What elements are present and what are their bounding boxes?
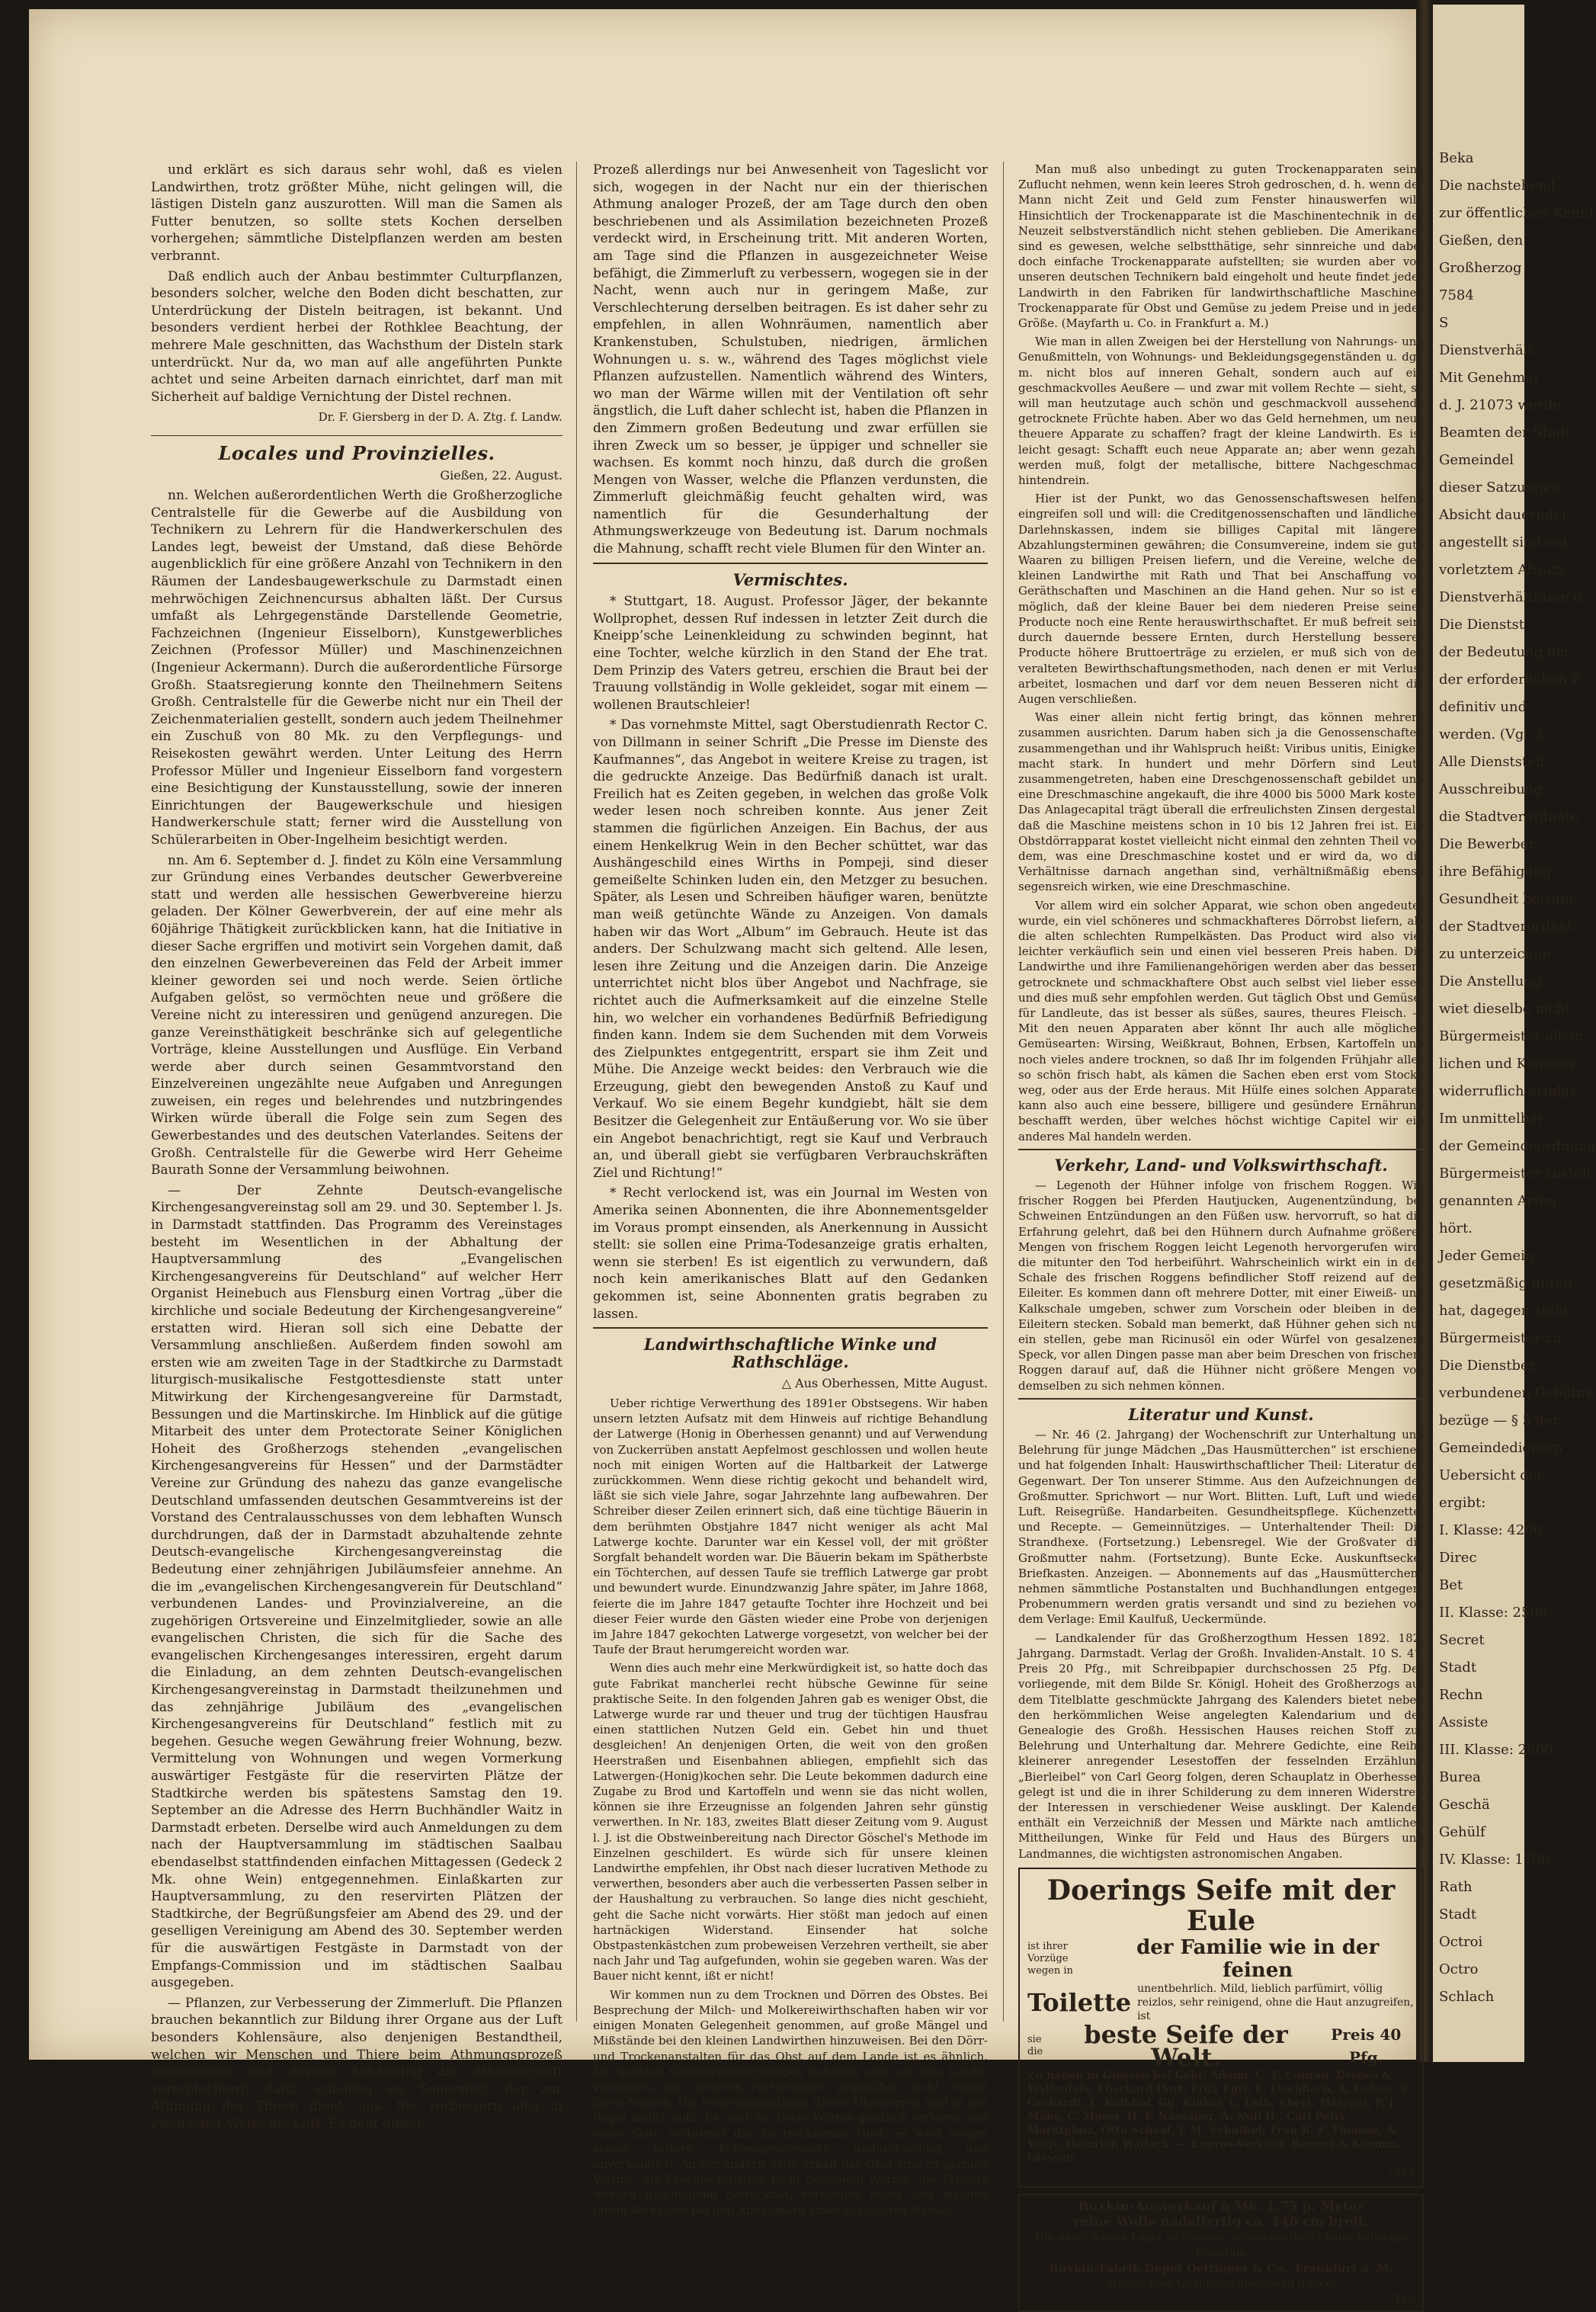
paragraph: und erklärt es sich daraus sehr wohl, daß es vielen Landwirthen, trotz größter Mühe, nicht gelingen will, die lästigen Disteln ganz auszurotten. Will man die Samen als Futter benutzen, so sollte stets Kochen derselben vorhergehen; sämmtliche Distelpflanzen werden am besten verbrannt. bbox=[151, 162, 562, 264]
paragraph: — Pflanzen, zur Verbesserung der Zimmerluft. Die Pflanzen brauchen bekanntlich zur Bildung ihrer Organe aus der Luft besonders Kohlensäure, also denjenigen Bestandtheil, welchen wir Menschen und Thiere beim Athmungsprozeß ausscheiden und dessen Anhäufung die Athmungsluft verschlechtert; dafür scheiden sie Sauerstoff, der zur Athmung der Thiere dient, aus. Sie verbessern also in zweifacher Weise die Luft. Es geht dieser bbox=[151, 1995, 562, 2131]
adjacent-page-line: der Gemeindeordnung bbox=[1439, 1138, 1596, 1154]
adjacent-page-line: Die Anstellung bbox=[1439, 973, 1542, 989]
column-1 bbox=[151, 162, 562, 2131]
adjacent-page-line: Im unmittelbar bbox=[1439, 1111, 1544, 1127]
ad-number: 7485 bbox=[1387, 2166, 1415, 2179]
adjacent-page-line: Großherzog bbox=[1439, 260, 1522, 276]
verkehr-articles bbox=[1018, 1178, 1424, 1393]
adjacent-page-line: Gemeindedienern bbox=[1439, 1440, 1563, 1456]
ad-die: sie die bbox=[1027, 2033, 1043, 2057]
paragraph: * Das vornehmste Mittel, sagt Oberstudienrath Rector C. von Dillmann in seiner Schrift „Die Presse im Dienste des Kaufmannes“, das Angebot in weitere Kreise zu tragen, ist die gedruckte Anzeige. Das Bedürfniß danach ist uralt. Freilich hat es Zeiten gegeben, in welchen das große Volk weder lesen noch schreiben konnte. Aus jener Zeit stammen die figürlichen Anzeigen. Ein Bachus, der aus einem Henkelkrug Wein in den Becher schüttet, war das Aushängeschild eines Wirths in Pompeji, sind dieser gemeißelte Schinken luden ein, den Metzger zu besuchen. Später, als Lesen und Schreiben häufiger waren, benützte man weiß getünchte Wände zu Anzeigen. Von damals haben wir das Wort „Album“ im Gebrauch. Heute ist das anders. Der Schulzwang macht sich geltend. Alle lesen, lesen ihre Zeitung und die Anzeigen darin. Die Anzeige unterrichtet nicht blos über Angebot und Nachfrage, sie richtet auch die Aufmerksamkeit auf die einzelne Stelle hin, wo welcher ein vorhandenes Bedürfniß Befriedigung finden kann. Indem sie dem Suchenden mit dem Vorweis des Zielpunktes entgegentritt, erspart sie ihm Zeit und Mühe. Die Anzeige weckt beides: den Verbrauch wie die Erzeugung, giebt den bewegenden Anstoß zu Kauf und Verkauf. Wo sie einem Begehr kundgiebt, hält sie dem Besitzer die Gelegenheit zur Entäußerung vor. Wo sie über ein Angebot benachrichtigt, regt sie Kauf und Verbrauch an, und überall giebt sie verfügbaren Verbrauchskräften Ziel und Richtung!“ bbox=[593, 717, 988, 1181]
adjacent-page-line: lichen und Kammer bbox=[1439, 1056, 1576, 1072]
adjacent-page-line: Die nachstehend bbox=[1439, 178, 1556, 194]
adjacent-page-line: Absicht dauernder bbox=[1439, 507, 1569, 523]
paragraph: * Recht verlockend ist, was ein Journal im Westen von Amerika seinen Abonnenten, die ihre Abonnementsgelder im Voraus prompt einsenden, als Anerkennung in Aussicht stellt: sie sollen eine Prima-Todesanzeige gratis erhalten, wenn sie sterben! Es ist eigentlich zu verwundern, daß noch kein amerikanisches Blatt auf den Gedanken gekommen ist, seine Abonnenten gratis begraben zu lassen. bbox=[593, 1185, 988, 1322]
adjacent-page-line: ihre Befähigung, bbox=[1439, 864, 1556, 880]
adjacent-page-line: Dienstverhält bbox=[1439, 342, 1534, 358]
adjacent-page-line: Burea bbox=[1439, 1769, 1481, 1785]
section-rule bbox=[151, 435, 562, 436]
adjacent-page-line: bezüge — § 5 der bbox=[1439, 1413, 1559, 1429]
adjacent-page-line: zur öffentlichen Kennt bbox=[1439, 205, 1594, 221]
adjacent-page-line: Rechn bbox=[1439, 1687, 1483, 1703]
paragraph: Wenn dies auch mehr eine Merkwürdigkeit ist, so hatte doch das gute Fabrikat mancherlei recht hübsche Gewinne für seine praktische Seite. In den folgenden Jahren gab es weniger Obst, die Latwerge wurde rar und theuer und trug der tüchtigen Hausfrau einen stattlichen Nutzen Geld ein. Gebet hin und thuet desgleichen! An denjenigen Orten, die weit von den großen Heerstraßen und Eisenbahnen abliegen, empfiehlt sich das Latwergen-(Honig)kochen sehr. Die Leute bekommen dadurch eine Zugabe zu Brod und Kartoffeln und wenn sie das nicht wollen, können sie ihre Erzeugnisse an folgenden Jahren sehr günstig verwerthen. In Nr. 183, zweites Blatt dieser Zeitung vom 9. August l. J. ist die Obstweinbereitung nach Director Göschel's Methode im Einzelnen geschildert. Es würde sich für unsere kleinen Landwirthe empfehlen, ihr Obst nach dieser lucrativen Methode zu verwerthen, besonders aber auch die verbesserten Passen selber in der Haushaltung zu verbrauchen. So lange dies nicht geschieht, geht die Sache nicht vorwärts. Hier stößt man jedoch auf einen hartnäckigen Widerstand. Einsender hat solche Obstpastenkästchen zum probeweisen Verzehren vertheilt, sie aber nach Jahr und Tag aufgefunden, wohin sie gegeben waren. Was der Bauer nicht kennt, ißt er nicht! bbox=[593, 1661, 988, 1983]
section-rule bbox=[1018, 1398, 1424, 1400]
ad-toilette: Toilette bbox=[1027, 1987, 1132, 2017]
section-rule bbox=[593, 563, 988, 564]
adjacent-page-line: gesetzmäßig durch bbox=[1439, 1275, 1572, 1291]
adjacent-page-line: zu unterzeichne bbox=[1439, 946, 1551, 962]
adjacent-page-line: Octro bbox=[1439, 1961, 1479, 1977]
adjacent-page-line: Bürgermeister zu bbox=[1439, 1330, 1562, 1346]
newspaper-page bbox=[29, 9, 1424, 2306]
paragraph: Wir kommen nun zu dem Trocknen und Dörren des Obstes. Bei Besprechung der Milch- und Molkereiwirthschaften haben wir vor einigen Monaten Gelegenheit genommen, auf große Mängel und Mißstände bei den kleinen Landwirthen hinzuweisen. Bei den Dörr- und Trockenanstalten für das Obst auf dem Lande ist es ähnlich. Die meisten Obstdörreinrichtungen befinden sich auf dem Lande, verdienen, den neueren Fortschritten gegenüber, nicht einmal ihren Namen. Die Feuerungsanlagen dieser Obstdörren sind in der Regel nichts nutz. Es geht die beste Wärme gänzlich verloren; auf einer Seite verbrennt das zu trocknende Obst, es wird wegen seines bittern Kohlengeschmacks undurchsichtig und unverkäuflich. An der andern Seite erhält das Obst eine zu geringe Wärme, die Früchte erhalten nicht genügend Wärme, die Früchte werden ungenügend getrocknet, verderben leicht und machen ihrem Verkäufer bei den Abnehmern einen schlechten Namen. bbox=[593, 1987, 988, 2217]
section-rule bbox=[1018, 1149, 1424, 1150]
ad-toilette-note: unentbehrlich. Mild, lieblich parfümirt, völlig reizlos, sehr reinigend, ohne die Haut anzugreifen, ist bbox=[1137, 1982, 1414, 2022]
adjacent-page-line: Assiste bbox=[1439, 1714, 1489, 1730]
adjacent-page-line: Uebersicht der bbox=[1439, 1467, 1544, 1483]
paragraph: nn. Am 6. September d. J. findet zu Köln eine Versammlung zur Gründung eines Verbandes deutscher Gewerbvereine statt und werden alle hessischen Gewerbvereine hierzu geladen. Der Kölner Gewerbverein, der auf eine mehr als 60jährige Thätigkeit zurückblicken kann, hat die Initiative in dieser Sache ergriffen und motivirt sein Vorgehen damit, daß den einzelnen Gewerbevereinen das Feld der Arbeit immer kleiner geworden sei und noch werde. Seien örtliche Aufgaben gelöst, so vermöchten neue und größere die Vereine nicht zu interessiren und genügend anzuregen. Die ganze Vereinsthätigkeit beschränke sich auf gelegentliche Vorträge, kleine Ausstellungen und Ausflüge. Ein Verband werde aber durch seinen Gesammtvorstand den Einzelvereinen ungezählte neue Aufgaben und Anregungen zuweisen, ein reges und belehrendes und nutzbringendes Wirken würde überall die Folge sein zum Segen des Gewerbestandes und des deutschen Vaterlandes. Seitens der Großh. Centralstelle für die Gewerbe wird Herr Geheime Baurath Sonne der Versammlung beiwohnen. bbox=[151, 852, 562, 1178]
plants-article-continued bbox=[593, 162, 988, 558]
adjacent-page-line: hat, dagegen steht bbox=[1439, 1303, 1569, 1319]
ad2-line-1: Buxkin-Ausverkauf à Mk. 1.75 p. Meter bbox=[1078, 2198, 1364, 2214]
paragraph: Was einer allein nicht fertig bringt, das können mehrere zusammen ausrichten. Darum haben sich ja die Genossenschaften zusammengethan und ihr Wahlspruch heißt: Viribus unitis, Einigkeit macht stark. In hundert und mehr Dörfern sind Leute zusammengetreten, haben eine Dreschgenossenschaft gebildet und eine Dreschmaschine angekauft, die ihre 4000 bis 5000 Mark kostet. Das Anlagecapital trägt überall die erfreulichsten Zinsen dergestalt, daß die Maschine meistens schon in 10 bis 12 Jahren frei ist. Ein Obstdörrapparat kostet vielleicht nicht einmal den zehnten Theil von dem, was eine Dreschmaschine kostet und er wird da, wo die Verhältnisse darnach angethan sind, verhältnißmäßig ebenso segensreich wirken, wie eine Dreschmaschine. bbox=[1018, 710, 1424, 894]
paragraph: — Landkalender für das Großherzogthum Hessen 1892. 182. Jahrgang. Darmstadt. Verlag der Großh. Invaliden-Anstalt. 10 S. 4°. Preis 20 Pfg., mit Schreibpapier durchschossen 25 Pfg. Der vorliegende, mit dem Bilde Sr. Königl. Hoheit des Großherzogs auf dem Titelblatte geschmückte Jahrgang des Kalenders bietet neben den herkömmlichen Weise angelegten Kalendarium und der Genealogie des Großh. Hessischen Hauses reichen Stoff zur Belehrung und Unterhaltung dar. Mehrere Gedichte, eine Reihe kleinerer anregender Lesestoffen der fesselnden Erzählung „Bierleibel“ von Carl Georg folgen, deren Schauplatz in Oberhessen gelegt ist und die in ihrer Schilderung zu dem inneren Widerstreit der Interessen in verschiedener Weise ausklingt. Der Kalender enthält ein Verzeichniß der Messen und Märkte nach amtlichen Mittheilungen, Winke für Feld und Haus des Bürgers und Landmannes, die wichtigsten astronomischen Angaben. bbox=[1018, 1631, 1424, 1861]
paragraph: Prozeß allerdings nur bei Anwesenheit von Tageslicht vor sich, wogegen in der Nacht nur ein der thierischen Athmung analoger Prozeß, der am Tage durch den oben beschriebenen und als Assimilation bezeichneten Prozeß verdeckt wird, in Erscheinung tritt. Mit anderen Worten, am Tage sind die Pflanzen in ausgezeichneter Weise befähigt, die Zimmerluft zu verbessern, wogegen sie in der Nacht, wenn auch nur in geringem Maße, zur Verschlechterung derselben beitragen. Es ist daher sehr zu empfehlen, in allen Wohnräumen, namentlich aber Krankenstuben, Schulstuben, niedrigen, ärmlichen Wohnungen u. s. w., während des Tages möglichst viele Pflanzen aufzustellen. Namentlich während des Winters, wo man der Wärme willen mit der Ventilation oft sehr ängstlich, die Luft daher schlecht ist, haben die Pflanzen in den Zimmern großen Bedeutung und zwar erfüllen sie ihren Zweck um so besser, je üppiger und schneller sie wachsen. Es kommt noch hinzu, daß durch die großen Mengen von Wasser, welche die Pflanzen verdunsten, die Zimmerluft gleichmäßig feucht gehalten wird, was namentlich für die Gesunderhaltung der Athmungswerkzeuge von Bedeutung ist. Darum nochmals die Mahnung, schafft recht viele Blumen für den Winter an. bbox=[593, 162, 988, 557]
paragraph: — Der Zehnte Deutsch-evangelische Kirchengesangvereinstag soll am 29. und 30. September l. Js. in Darmstadt stattfinden. Das Programm des Vereinstages besteht im Wesentlichen in der Abhaltung der Hauptversammlung des „Evangelischen Kirchengesangvereins für Deutschland“ auf welcher Herr Organist Heinebuch aus Flensburg einen Vortrag „über die kirchliche und sociale Bedeutung der Kirchengesangvereine“ erstatten wird. Hieran soll sich eine Debatte der Versammlung anschließen. Außerdem finden sowohl am ersten wie am zweiten Tage in der Stadtkirche zu Darmstadt liturgisch-musikalische Festgottesdienste statt unter Mitwirkung der Kirchengesangvereine für Darmstadt, Bessungen und die Martinskirche. Im Hinblick auf die gütige Mitarbeit des unter dem Protectorate Seiner Königlichen Hoheit des Großherzogs stehenden „evangelischen Kirchengesangvereins für Hessen“ und der Darmstädter Vereine zur Gründung des nahezu das ganze evangelische Deutschland umfassenden deutschen Gesammtvereins ist der Vorstand des Centralausschusses von dem lebhaften Wunsch durchdrungen, daß der in Darmstadt abzuhaltende zehnte Deutsch-evangelische Kirchengesangvereinstag die Bedeutung einer zehnjährigen Jubiläumsfeier annehme. An die im „evangelischen Kirchengesangverein für Deutschland“ verbundenen Landes- und Provinzialvereine, an die zugehörigen Ortsvereine und Einzelmitglieder, sowie an alle evangelischen Christen, die sich für die Sache des evangelischen Kirchengesanges interessiren, ergeht darum die Einladung, an dem zehnten Deutsch-evangelischen Kirchengesangvereinstag in Darmstadt theilzunehmen und das zehnjährige Jubiläum des „evangelischen Kirchengesangvereins für Deutschland“ festlich mit zu begehen. Gesuche wegen Gewährung freier Wohnung, bezw. Vermittelung von Wohnungen und wegen Vormerkung auswärtiger Festgäste für die reservirten Plätze der Stadtkirche werden bis spätestens Samstag den 19. September an die Adresse des Herrn Buchhändler Waitz in Darmstadt erbeten. Derselbe wird auch Anmeldungen zu dem nach der Hauptversammlung im städtischen Saalbau ebendaselbst stattfindenden einfachen Mittagessen (Gedeck 2 Mk. ohne Wein) entgegennehmen. Einlaßkarten zur Hauptversammlung, zu den reservirten Plätzen der Stadtkirche, der Begrüßungsfeier am Abend des 29. und der geselligen Vereinigung am Abend des 30. September werden für die auswärtigen Festgäste in Darmstadt von der Empfangs-Commission und im städtischen Saalbau ausgegeben. bbox=[151, 1182, 562, 1991]
landwirthschaft-articles bbox=[593, 1396, 988, 2218]
intro-article bbox=[151, 162, 562, 406]
section-heading-landwirthschaft: Landwirthschaftliche Winke und Rathschläge. bbox=[643, 1335, 937, 1371]
adjacent-page-line: vorletztem Absatz bbox=[1439, 562, 1565, 578]
ad2-line-2: reine Wolle nadelfertig ca. 140 cm breit. bbox=[1073, 2214, 1369, 2230]
adjacent-page-line: Bet bbox=[1439, 1577, 1463, 1593]
ad2-line-5: Muster aller Qualitäten umgehend franco. bbox=[1106, 2277, 1336, 2290]
section-rule bbox=[593, 1327, 988, 1329]
section-heading-locales: Locales und Provinzielles. bbox=[218, 441, 495, 464]
adjacent-page-line: IV. Klasse: 1700 bbox=[1439, 1852, 1550, 1868]
adjacent-page-line: Geschä bbox=[1439, 1797, 1490, 1813]
adjacent-page-line: Mit Genehmig bbox=[1439, 370, 1539, 386]
advertisement-buxkin bbox=[1018, 2194, 1424, 2312]
paragraph: Man muß also unbedingt zu guten Trockenapparaten seine Zuflucht nehmen, wenn kein leeres Stroh gedroschen, d. h. wenn der Mann nicht Zeit und Geld zum Fenster hinauswerfen will. Hinsichtlich der Trockenapparate ist die Maschinentechnik in der Neuzeit selbstverständlich nicht stehen geblieben. Die Amerikaner sind es gewesen, welche selbstthätige, sehr sinnreiche und dabei doch einfache Trockenapparate aufstellten; sie wurden aber von unseren deutschen Technikern bald eingeholt und heute findet jeder Landwirth in den Fabriken für landwirthschaftliche Maschinen Trockenapparate für Obst und Gemüse zu jedem Preise und in jeder Größe. (Mayfarth u. Co. in Frankfurt a. M.) bbox=[1018, 162, 1424, 331]
adjacent-page-line: dieser Satzungen bbox=[1439, 479, 1560, 495]
column-divider bbox=[1003, 162, 1004, 2022]
paragraph: Hier ist der Punkt, wo das Genossenschaftswesen helfend eingreifen soll und will: die Creditgenossenschaften und ländlichen Darlehnskassen, indem sie billiges Capital mit längeren Abzahlungsterminen gewähren; die Consumvereine, indem sie gute Waaren zu billigen Preisen liefern, und die Vereine, welche den kleinen Landwirthe mit Rath und That bei Anschaffung von Geräthschaften und Maschinen an die Hand gehen. Nur so ist es möglich, daß der kleine Bauer bei dem niederen Preise seiner Producte noch eine Rente herauswirthschaftet. Er muß befreit sein, durch dauernde bessere Ernten, durch Herstellung besserer Producte höhere Bruttoerträge zu erzielen, er muß sich von den veralteten Bewirthschaftungsmethoden, nach denen er mit Verlust arbeitet, losmachen und darf vor dem neuen Besseren nicht die Augen verschließen. bbox=[1018, 492, 1424, 706]
adjacent-page-line: Jeder Gemein bbox=[1439, 1248, 1534, 1264]
paragraph: Vor allem wird ein solcher Apparat, wie schon oben angedeutet wurde, ein viel schöneres und schmackhafteres Dörrobst liefern, als die alten schlechten Rumpelkästen. Das Product wird also viel leichter verkäuflich sein und einen viel besseren Preis haben. Die Landwirthe und ihre Familienangehörigen werden aber das bessere getrocknete und schmackhaftere Obst auch selbst viel lieber essen und dies muß sehr empfohlen werden. Gut täglich Obst und Gemüse, für Landleute, das ist besser als süßes, saures, theures Fleisch. — Mit den neuen Apparaten aber könnt Ihr auch alle möglichen Gemüsearten: Wirsing, Weißkraut, Bohnen, Erbsen, Kartoffeln und noch vieles andere trocknen, so daß Ihr im folgenden Frühjahr alles so schön frisch habt, als kämen die Sachen eben erst vom Stocke weg, oder aus der Erde heraus. Mit Hülfe eines solchen Apparates kann also auch eine bessere, billigere und gesündere Ernährung beschafft werden, über welches höchst wichtige Capitel wir ein anderes Mal handeln werden. bbox=[1018, 898, 1424, 1143]
trocknen-article bbox=[1018, 162, 1424, 1144]
adjacent-page-line: Die Dienstbez bbox=[1439, 1358, 1537, 1374]
adjacent-page-line: Bürgermeister zusteh bbox=[1439, 1166, 1591, 1182]
adjacent-page-line: werden. (Vgl. § bbox=[1439, 726, 1544, 742]
adjacent-page-line: Gesundheit beizubr bbox=[1439, 891, 1576, 907]
adjacent-page-line: angestellt sind ent bbox=[1439, 534, 1569, 550]
adjacent-page-line: II. Klasse: 2500 bbox=[1439, 1605, 1548, 1621]
section-heading-vermischtes: Vermischtes. bbox=[732, 569, 848, 589]
adjacent-page-line: Die Dienstst bbox=[1439, 617, 1524, 633]
adjacent-page-line: Stadt bbox=[1439, 1659, 1477, 1675]
adjacent-page-line: I. Klasse: 4200 bbox=[1439, 1522, 1543, 1538]
adjacent-page-line: widerruflich erfolge bbox=[1439, 1083, 1578, 1099]
paragraph: * Stuttgart, 18. August. Professor Jäger, der bekannte Wollprophet, dessen Ruf indessen in letzter Zeit durch die Kneipp’sche Leinenkleidung zu schwinden beginnt, hat eine Tochter, welche kürzlich in den Stand der Ehe trat. Dem Prinzip des Vaters getreu, erschien die Braut bei der Trauung vollständig in Wolle gekleidet, sogar mit einem — wollenen Brautschleier! bbox=[593, 594, 988, 713]
ad2-line-4: Buxkin-Fabrik-Depot Oettinger & Co., Frankfurt a. M. bbox=[1049, 2261, 1393, 2275]
adjacent-page-line: S bbox=[1439, 315, 1449, 331]
ad-headline: Doerings Seife mit der Eule bbox=[1046, 1874, 1396, 1937]
adjacent-page-line: der erforderlichen F bbox=[1439, 672, 1582, 688]
adjacent-page-line: Ausschreibung bbox=[1439, 781, 1543, 797]
ad2-number: 7125 bbox=[1387, 2293, 1415, 2306]
adjacent-page-line: die Stadtverordnete bbox=[1439, 809, 1579, 825]
dateline: △ Aus Oberhessen, Mitte August. bbox=[781, 1376, 988, 1391]
adjacent-page-line: definitiv und bbox=[1439, 699, 1527, 715]
adjacent-page-line: Beamten der Stadt bbox=[1439, 425, 1571, 441]
ad-price: Preis 40 Pfg. bbox=[1331, 2025, 1402, 2067]
column-divider bbox=[576, 162, 577, 2022]
ad-line-3: beste Seife der Welt. bbox=[1084, 2019, 1288, 2072]
adjacent-page-line: d. J. 21073 werde bbox=[1439, 397, 1562, 413]
adjacent-page-line: der Stadtverordnet bbox=[1439, 919, 1573, 935]
paragraph: nn. Welchen außerordentlichen Werth die Großherzogliche Centralstelle für die Gewerbe auf die Ausbildung von Technikern zu Lehrern für die Handwerkerschulen des Landes legt, beweist der Umstand, daß diese Behörde augenblicklich für eine größere Anzahl von Technikern in den Räumen der Landesbaugewerkschule zu Darmstadt einen mehrwöchigen Zeichnencursus abhalten läßt. Der Cursus umfaßt als Lehrgegenstände Darstellende Geometrie, Fachzeichnen (Ingenieur Eisselborn), Kunstgewerbliches Zeichnen (Professor Müller) und Maschinenzeichnen (Ingenieur Ackermann). Durch die außerordentliche Fürsorge Großh. Staatsregierung konnte den Theilnehmern Seitens Großh. Centralstelle für die Gewerbe nicht nur ein Theil der Zeichenmaterialien gestellt, sondern auch jedem Theilnehmer ein Zuschuß von 80 Mk. zu den Verpflegungs- und Reisekosten gewährt werden. Unter Leitung des Herrn Professor Müller und Ingenieur Eisselborn fand vorgestern eine Besichtigung der Kunstausstellung, sowie der inneren Einrichtungen der Baugewerkschule und hiesigen Handwerkerschule statt; ferner wird die Ausstellung von Schülerarbeiten in Ober-Ingelheim besichtigt werden. bbox=[151, 488, 562, 848]
paragraph: Wie man in allen Zweigen bei der Herstellung von Nahrungs- und Genußmitteln, von Wohnungs- und Bekleidungsgegenständen u. dgl. m. nicht blos auf inneren Gehalt, sondern auch auf ein geschmackvolles Aeußere — und zwar mit vollem Rechte — sieht, so will man heutzutage auch schön und geschmackvoll aussehende getrocknete Früchte haben. Aber wo das Geld hernehmen, um neue theuere Apparate zu schaffen? fragt der kleine Landwirth. Es ist leicht gesagt: Schafft euch neue Apparate an; aber wenn gezahlt werden muß, folgt der metallische, bittere Nachgeschmack hintendrein. bbox=[1018, 335, 1424, 488]
section-heading-literatur: Literatur und Kunst. bbox=[1128, 1404, 1314, 1424]
adjacent-page-line: Alle Dienststell bbox=[1439, 754, 1545, 770]
article-signature: Dr. F. Giersberg in der D. A. Ztg. f. Landw. bbox=[318, 410, 562, 425]
ad-left-note: ist ihrer Vorzüge wegen in bbox=[1027, 1940, 1073, 1977]
ad-line-2: der Familie wie in der feinen bbox=[1136, 1935, 1380, 1982]
adjacent-page-line: hört. bbox=[1439, 1220, 1473, 1236]
column-3 bbox=[1018, 162, 1424, 2306]
adjacent-page-line: Rath bbox=[1439, 1879, 1473, 1895]
dateline: Gießen, 22. August. bbox=[440, 467, 562, 483]
vermischtes-articles bbox=[593, 593, 988, 1323]
adjacent-page-line: Schlach bbox=[1439, 1989, 1495, 2005]
adjacent-page-line: Die Bewerber bbox=[1439, 836, 1535, 852]
adjacent-page-line: Gießen, den bbox=[1439, 232, 1524, 249]
adjacent-page-line: Gemeindel bbox=[1439, 452, 1514, 468]
adjacent-page-line: Octroi bbox=[1439, 1934, 1483, 1950]
adjacent-page-line: genannten Arten bbox=[1439, 1193, 1556, 1209]
paragraph: — Nr. 46 (2. Jahrgang) der Wochenschrift zur Unterhaltung und Belehrung für junge Mädchen „Das Hausmütterchen“ ist erschienen und hat folgenden Inhalt: Hauswirthschaftlicher Theil: Literatur der Gegenwart. Der Ton unserer Stimme. Aus den Aufzeichnungen der Großmutter. Sprichwort — nur Wort. Blitten. Luft, Luft und wieder Luft. Reisegrüße. Handarbeiten. Gesundheitspflege. Küchenzettel und Recepte. — Gemeinnütziges. — Unterhaltender Theil: Die Strandhexe. (Fortsetzung.) Lebensregel. Wie der Großvater die Großmutter nahm. (Fortsetzung). Bunte Ecke. Auskunftsecke. Briefkasten. Anzeigen. — Abonnements auf das „Hausmütterchen“ nehmen sämmtliche Postanstalten und Buchhandlungen entgegen. Probenummern werden gratis versandt und sind zu beziehen von dem Verlage: Emil Kaulfuß, Ueckermünde. bbox=[1018, 1428, 1424, 1627]
paragraph: Daß endlich auch der Anbau bestimmter Culturpflanzen, besonders solcher, welche den Boden dicht beschatten, zur Unterdrückung der Disteln beitragen, ist bekannt. Und besonders verdient herbei der Rothklee Beachtung, der mehrere Male geschnitten, das Wachsthum der Disteln stark unterdrückt. Nur da, wo man auf alle angeführten Punkte achtet und seine Arbeiten darnach einrichtet, darf man mit Sicherheit auf baldige Vernichtung der Distel rechnen. bbox=[151, 268, 562, 405]
adjacent-page-line: Stadt bbox=[1439, 1906, 1477, 1922]
paragraph: Ueber richtige Verwerthung des 1891er Obstsegens. Wir haben unsern letzten Aufsatz mit dem Hinweis auf richtige Behandlung der Latwerge (Honig in Oberhessen genannt) und auf Verwendung von Zuckerrüben anstatt Aepfelmost geschlossen und wollen heute noch mit einigen Worten auf die Haltbarkeit der Latwerge zurückkommen. Wenn diese richtig gekocht und behandelt wird, läßt sie sich viele Jahre, sogar Jahrzehnte lang aufbewahren. Der Schreiber dieser Zeilen erinnert sich, daß eine tüchtige Bäuerin in dem berühmten Obstjahre 1847 nicht weniger als acht Mal Latwerge kochte. Darunter war ein Kessel voll, der mit größter Sorgfalt behandelt worden war. Die Bäuerin bekam im Spätherbste ein Töchterchen, auf dessen Taufe sie trefflich Latwerge gar probt und bewundert wurde. Einundzwanzig Jahre später, im Jahre 1868, feierte die im Jahre 1847 getaufte Tochter ihre Hochzeit und bei dieser Feier wurde den Gästen wieder eine Probe von derjenigen im Jahre 1847 gekochten Latwerge vorgesetzt, von welcher bei der Taufe der Braut herumgereicht worden war. bbox=[593, 1396, 988, 1657]
adjacent-page-line: der Bedeutung der bbox=[1439, 644, 1571, 660]
adjacent-page-line: III. Klasse: 2000 bbox=[1439, 1742, 1553, 1758]
adjacent-page bbox=[1433, 5, 1596, 2062]
locales-articles bbox=[151, 487, 562, 2132]
ad-dealers: Zu haben in Giessen bei Gebr. Adami, C. F. Conrad, Drebes & Wallenfels, Eberhard Dort, Fritz Egly, E. Fischbach, A. Geisse, S. Gerhardt, L. Kalkhof, Gg. Kinkel, L. Loth, Ebert, Metzger, P. J. Möbs, C. Möser, H. F. Nassauer, A. Noll II., Carl Petri, Marktplatz, Otto Schaaf, J. M. Schulhof, Frau R. F. Thomas, A. Voigt, Heinrich Wallach. — Engros-Verkauf: Benner & Krumm, Giessen. bbox=[1027, 2069, 1412, 2164]
adjacent-page-line: 7584 bbox=[1439, 287, 1474, 303]
adjacent-page-line: verbundenen Gebühre bbox=[1439, 1385, 1595, 1401]
adjacent-page-line: Gehülf bbox=[1439, 1824, 1485, 1840]
column-2 bbox=[593, 162, 988, 2217]
paragraph: — Legenoth der Hühner infolge von frischem Roggen. Wie frischer Roggen bei Pferden Hautjucken, Augenentzündung, bei Schweinen Entzündungen an den Füßen usw. hervorruft, so hat die Erfahrung gelehrt, daß bei den Hühnern durch Aufnahme größerer Mengen von frischem Roggen leicht Legenoth hervorgerufen wird, die mitunter den Tod herbeiführt. Wahrscheinlich wirkt ein in der Schale des frischen Roggens befindlicher Stoff reizend auf den Eileiter. Es kommen dann oft mehrere Dotter, mit einer Eiweiß- und Kalkschale umgeben, schwer zum Vorschein oder bleiben in den Eileitern stecken. Sobald man bemerkt, daß Hühner gehen sich nur ein stellen, gebe man Ricinusöl ein oder Würfel von gesalzenem Speck, vor allen Dingen passe man aber beim Dreschen von frischem Roggen darauf auf, daß die Hühner nicht größere Mengen von demselben zu sich nehmen können. bbox=[1018, 1178, 1424, 1393]
adjacent-page-line: Dienstverhältnisse d bbox=[1439, 589, 1582, 605]
section-heading-verkehr: Verkehr, Land- und Volkswirthschaft. bbox=[1054, 1155, 1388, 1175]
advertisement-doerings-seife bbox=[1018, 1868, 1424, 2188]
adjacent-page-line: Secret bbox=[1439, 1632, 1485, 1648]
adjacent-page-line: ergibt: bbox=[1439, 1495, 1486, 1511]
adjacent-page-line: Direc bbox=[1439, 1550, 1477, 1566]
literatur-articles bbox=[1018, 1427, 1424, 1861]
adjacent-page-line: Beka bbox=[1439, 150, 1474, 166]
ad2-line-3: Um unser Saison-Lager zu räumen, versenden direct jedes beliebige Quantum bbox=[1035, 2231, 1407, 2259]
adjacent-page-line: wiet dieselbe nicht bbox=[1439, 1001, 1571, 1017]
adjacent-page-line: Bürgermeister allein bbox=[1439, 1028, 1584, 1044]
